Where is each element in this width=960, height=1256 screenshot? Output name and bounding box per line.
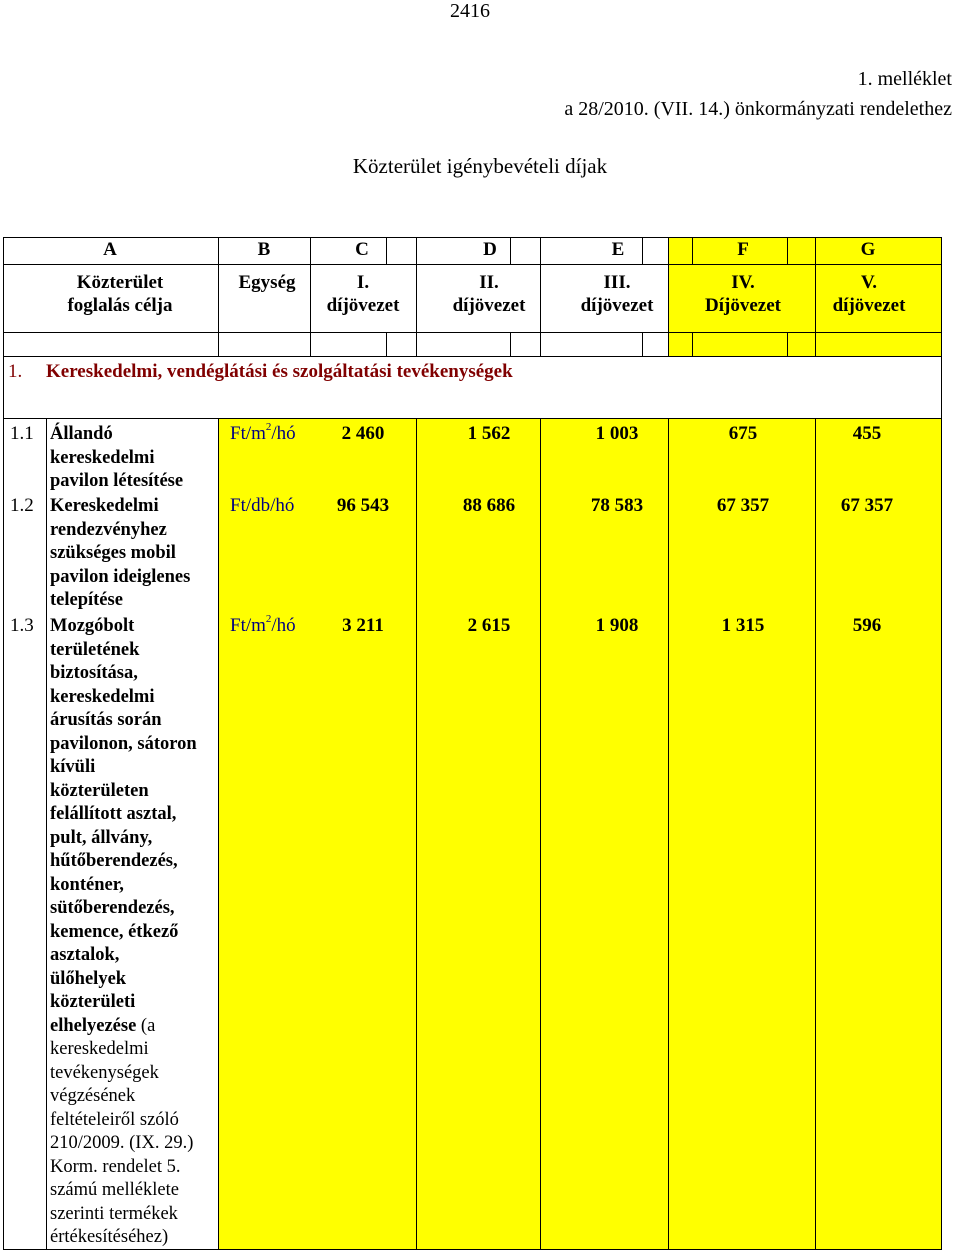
fee-zone-3: 1 908 [595, 615, 639, 636]
fee-zone-5: 455 [852, 423, 882, 444]
page-title: Közterület igénybevételi díjak [352, 154, 608, 178]
fee-zone-3: 78 583 [590, 495, 644, 516]
description-line: kereskedelmi [50, 686, 155, 707]
description-line: pavilonon, sátoron [50, 733, 197, 754]
header-line: II. [479, 272, 499, 293]
row-unit [230, 495, 294, 517]
fee-zone-1: 3 211 [342, 615, 384, 636]
unit-tail: /hó [271, 615, 296, 636]
column-divider [642, 237, 643, 265]
description-line: ülőhelyek [50, 968, 127, 989]
annex-regulation: a 28/2010. (VII. 14.) önkormányzati rendelethez [564, 98, 952, 120]
column-header-zone-2 [434, 271, 544, 317]
column-divider [386, 332, 387, 357]
fee-zone-5: 596 [852, 615, 882, 636]
fee-zone-2: 1 562 [467, 423, 511, 444]
column-divider [510, 332, 511, 357]
header-line: Egység [238, 272, 296, 293]
row-description [50, 495, 218, 613]
description-line: tevékenységek [50, 1062, 159, 1083]
description-line: rendezvényhez [50, 519, 167, 540]
column-divider [46, 418, 47, 1250]
column-letter-c: C [355, 239, 369, 260]
description-line: szükséges mobil [50, 543, 176, 563]
description-line: telepítése [50, 590, 123, 610]
row-description [50, 615, 218, 1250]
header-line: díjövezet [580, 295, 654, 316]
description-line: hűtőberendezés, [50, 851, 178, 871]
description-line: értékesítéséhez) [50, 1227, 169, 1247]
description-line: Kereskedelmi [50, 496, 159, 516]
unit-superscript: 2 [265, 421, 272, 433]
row-number: 1.1 [10, 423, 34, 444]
header-line: I. [356, 272, 370, 293]
column-divider [416, 418, 417, 1250]
header-line: díjövezet [832, 295, 906, 316]
column-divider [668, 418, 669, 1250]
page-number: 2416 [450, 0, 490, 22]
row-divider [3, 332, 942, 333]
fee-zone-1: 96 543 [336, 495, 390, 516]
unit-base: Ft/db/hó [230, 495, 295, 516]
description-line: közterületi [50, 992, 136, 1012]
unit-tail: /hó [271, 423, 296, 444]
column-letter-f: F [737, 239, 749, 260]
header-line: IV. [731, 272, 755, 293]
header-line: III. [603, 272, 631, 293]
row-divider [3, 264, 942, 265]
description-line: pavilon létesítése [50, 471, 184, 491]
row-divider [3, 418, 942, 419]
description-line: Állandó [50, 424, 113, 444]
fee-zone-5: 67 357 [840, 495, 894, 516]
column-letter-e: E [611, 239, 625, 260]
description-line: szerinti termékek [50, 1203, 178, 1224]
description-line: sütőberendezés, [50, 898, 175, 918]
column-divider [218, 237, 219, 357]
fee-zone-2: 88 686 [462, 495, 516, 516]
column-header-zone-5 [814, 271, 924, 317]
description-line: asztalok, [50, 945, 120, 965]
column-divider [815, 418, 816, 1250]
description-line: területének [50, 639, 140, 660]
header-line: foglalás célja [67, 295, 173, 316]
description-line: felállított asztal, [50, 804, 177, 824]
column-divider [310, 237, 311, 357]
description-line: számú melléklete [50, 1180, 179, 1200]
unit-superscript: 2 [265, 613, 272, 625]
column-divider [692, 332, 693, 357]
description-line: 210/2009. (IX. 29.) [50, 1133, 194, 1153]
unit-base: Ft/m [230, 423, 266, 444]
fee-zone-2: 2 615 [467, 615, 511, 636]
header-line: V. [860, 272, 878, 293]
description-line: végzésének [50, 1086, 136, 1106]
fee-zone-4: 675 [728, 423, 758, 444]
column-letter-d: D [483, 239, 497, 260]
description-line: feltételeiről szóló [50, 1109, 179, 1130]
fee-zone-4: 1 315 [721, 615, 765, 636]
description-line: közterületen [50, 780, 149, 801]
description-line: pult, állvány, [50, 827, 153, 848]
column-letter-b: B [257, 239, 271, 260]
row-divider [3, 356, 942, 357]
description-normal-part: (a [136, 1015, 156, 1036]
description-line: árusítás során [50, 710, 162, 730]
column-divider [787, 332, 788, 357]
fee-zone-3: 1 003 [595, 423, 639, 444]
description-line: kereskedelmi [50, 447, 155, 468]
column-header-purpose [40, 271, 200, 317]
row-unit [230, 423, 296, 445]
description-line: Korm. rendelet 5. [50, 1156, 181, 1177]
header-line: díjövezet [452, 295, 526, 316]
row-description [50, 423, 218, 494]
column-divider [540, 418, 541, 1250]
description-line: pavilon ideiglenes [50, 566, 191, 587]
column-header-zone-1 [318, 271, 408, 317]
annex-label: 1. melléklet [857, 68, 952, 90]
header-line: Közterület [76, 272, 164, 293]
description-line: biztosítása, [50, 663, 138, 683]
column-divider [642, 332, 643, 357]
column-divider [416, 237, 417, 357]
column-divider [510, 237, 511, 265]
column-header-zone-3 [562, 271, 672, 317]
column-divider [787, 237, 788, 265]
section-number: 1. [8, 361, 23, 382]
fee-zone-4: 67 357 [716, 495, 770, 516]
column-letter-g: G [860, 239, 876, 260]
row-number: 1.3 [10, 615, 34, 636]
description-line: konténer, [50, 874, 124, 895]
column-divider [692, 237, 693, 265]
unit-base: Ft/m [230, 615, 266, 636]
section-title: Kereskedelmi, vendéglátási és szolgáltatási tevékenységek [46, 361, 513, 382]
description-line [50, 1015, 218, 1039]
description-line: kemence, étkező [50, 921, 179, 942]
row-number: 1.2 [10, 495, 34, 516]
description-line: kívüli [50, 757, 96, 777]
description-line: kereskedelmi [50, 1039, 149, 1059]
column-header-unit [222, 271, 312, 294]
row-unit [230, 615, 296, 637]
column-divider [386, 237, 387, 265]
description-bold-part: elhelyezése [50, 1015, 137, 1036]
column-header-zone-4 [688, 271, 798, 317]
header-line: Díjövezet [705, 295, 781, 316]
header-line: díjövezet [326, 295, 400, 316]
description-line: Mozgóbolt [50, 616, 135, 636]
column-divider [218, 418, 219, 1250]
column-letter-a: A [103, 239, 117, 260]
fee-zone-1: 2 460 [341, 423, 385, 444]
